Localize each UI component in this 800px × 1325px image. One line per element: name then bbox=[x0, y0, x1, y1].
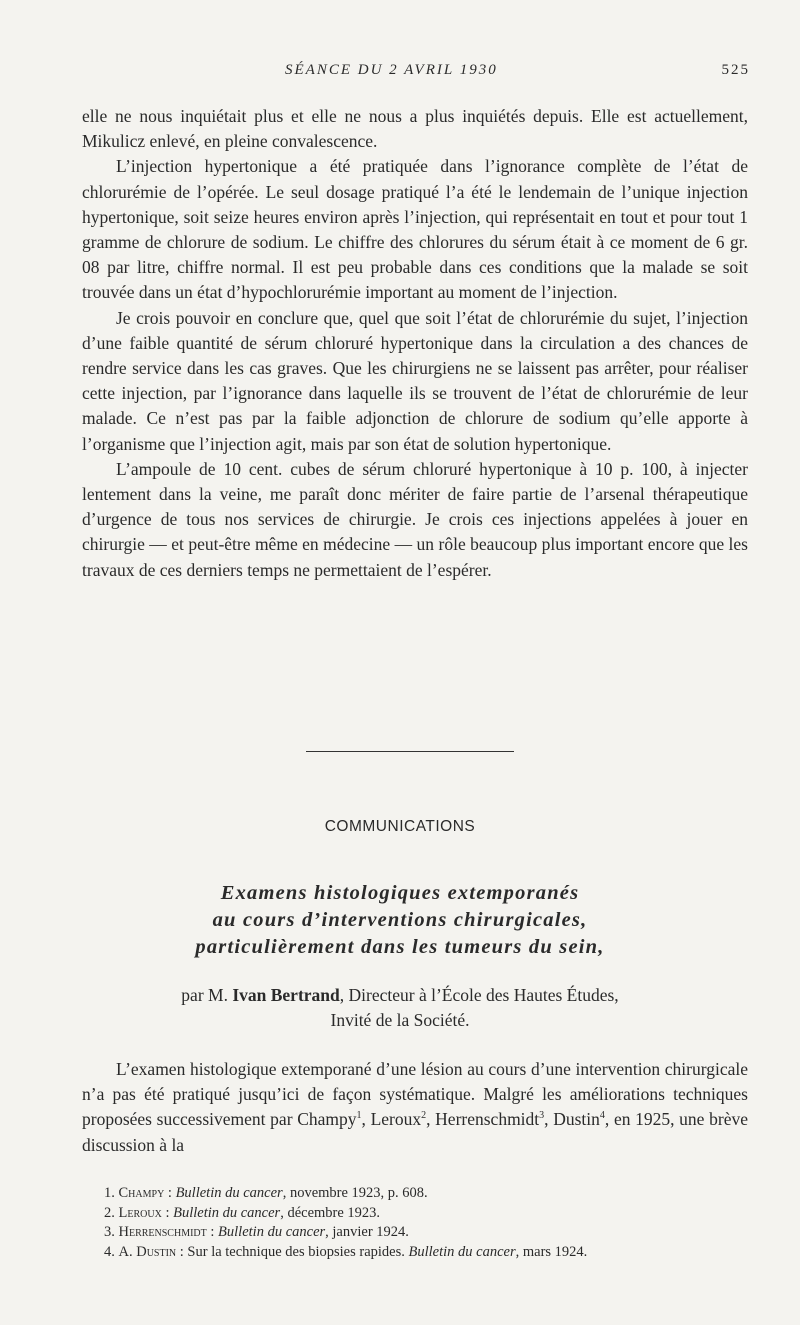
running-head bbox=[0, 62, 800, 84]
footnote-separator: : bbox=[164, 1185, 176, 1201]
footnote-details: , novembre 1923, p. 608. bbox=[282, 1185, 428, 1201]
footnote-number: 3. bbox=[104, 1224, 115, 1241]
intro-text: , en 1925, une brève discussion à la bbox=[82, 1109, 748, 1155]
footnote-author: A. Dustin bbox=[118, 1243, 177, 1260]
author-name: Ivan Bertrand bbox=[232, 985, 340, 1005]
footnote-journal: Bulletin du cancer bbox=[408, 1243, 516, 1260]
author-affiliation: , Directeur à l’École des Hautes Études, bbox=[339, 985, 619, 1005]
footnote-ref: 3 bbox=[539, 1110, 545, 1122]
footnote-author: Champy bbox=[118, 1185, 165, 1201]
footnote-separator: : bbox=[161, 1204, 174, 1221]
intro-text: , Leroux bbox=[361, 1109, 422, 1130]
byline-prefix: par M. bbox=[181, 985, 228, 1005]
footnote-journal: Bulletin du cancer bbox=[173, 1204, 281, 1221]
footnote bbox=[104, 1184, 754, 1204]
intro-text: , Dustin bbox=[544, 1109, 600, 1130]
article-title-line: au cours d’interventions chirurgicales, bbox=[212, 909, 588, 931]
byline-line-2: Invité de la Société. bbox=[330, 1010, 470, 1030]
byline bbox=[0, 983, 800, 1033]
footnote-ref: 2 bbox=[421, 1110, 427, 1122]
footnote-number: 1. bbox=[104, 1185, 115, 1201]
article-body bbox=[82, 1057, 748, 1158]
footnote-details: , mars 1924. bbox=[515, 1243, 588, 1260]
footnote-journal: Bulletin du cancer bbox=[175, 1185, 283, 1201]
paragraph: Je crois pouvoir en conclure que, quel que soit l’état de chlorurémie du sujet, l’injection d’une faible quantité de sérum chloruré hypertonique dans la circulation a des chances de rendre service dans les cas graves. Que les chirurgiens ne se laissent pas arrêter, pour réaliser cette injection, par l’ignorance dans laquelle ils se trouvent de l’état de chlorurémie de leur malade. Ce n’est pas par la faible adjonction de chlorure de sodium qu’elle apporte à l’organisme que l’injection agit, mais par son état de solution hypertonique. bbox=[82, 307, 748, 454]
byline-line-1 bbox=[0, 983, 800, 1008]
section-heading: COMMUNICATIONS bbox=[324, 818, 476, 835]
footnote-ref: 1 bbox=[356, 1110, 362, 1122]
footnote-details: , janvier 1924. bbox=[325, 1224, 409, 1241]
footnote-title: Sur la technique des biopsies rapides. bbox=[187, 1243, 409, 1260]
footnote-ref: 4 bbox=[599, 1110, 605, 1122]
page-number: 525 bbox=[721, 62, 750, 78]
paragraph: L’ampoule de 10 cent. cubes de sérum chloruré hypertonique à 10 p. 100, à injecter lentement dans la veine, me paraît donc mériter de faire partie de l’arsenal thérapeutique d’urgence de tous nos services de chirurgie. Je crois ces injections appelées à jouer en chirurgie — et peut-être même en médecine — un rôle beaucoup plus important encore que les travaux de ces derniers temps ne permettaient de l’espérer. bbox=[82, 458, 748, 580]
footnote-journal: Bulletin du cancer bbox=[218, 1224, 326, 1241]
running-head-title: SÉANCE DU 2 AVRIL 1930 bbox=[285, 62, 498, 78]
footnote bbox=[104, 1243, 754, 1263]
footnote-details: , décembre 1923. bbox=[280, 1204, 381, 1221]
footnote-number: 2. bbox=[104, 1204, 115, 1221]
intro-text: , Herrenschmidt bbox=[426, 1109, 540, 1130]
footnotes bbox=[104, 1184, 754, 1262]
footnote-separator: : bbox=[176, 1243, 188, 1260]
continued-text bbox=[82, 104, 748, 583]
intro-text: L’examen histologique extemporané d’une lésion au cours d’une intervention chirurgicale n’a pas été pratiqué jusqu’ici de façon systématique. Malgré les améliorations techniques proposées successivement par Champy bbox=[82, 1059, 748, 1130]
footnote bbox=[104, 1204, 754, 1224]
paragraph: elle ne nous inquiétait plus et elle ne nous a plus inquiétés depuis. Elle est actuellement, Mikulicz enlevé, en pleine convalescence. bbox=[82, 106, 748, 152]
footnote-number: 4. bbox=[104, 1243, 115, 1260]
footnote bbox=[104, 1223, 754, 1243]
footnote-separator: : bbox=[206, 1224, 219, 1241]
footnote-author: Herrenschmidt bbox=[118, 1224, 207, 1241]
section-divider bbox=[306, 751, 514, 752]
paragraph bbox=[82, 1057, 748, 1158]
article-title-line: Examens histologiques extemporanés bbox=[220, 882, 580, 904]
article-title-line: particulièrement dans les tumeurs du sein, bbox=[195, 936, 605, 958]
footnote-author: Leroux bbox=[118, 1204, 162, 1221]
paragraph: L’injection hypertonique a été pratiquée dans l’ignorance complète de l’état de chlorurémie de l’opérée. Le seul dosage pratiqué l’a été le lendemain de l’unique injection hypertonique, soit seize heures environ après l’injection, qui représentait en tout et pour tout 1 gramme de chlorure de sodium. Le chiffre des chlorures du sérum était à ce moment de 6 gr. 08 par litre, chiffre normal. Il est peu probable dans ces conditions que la malade se soit trouvée dans un état d’hypochlorurémie important au moment de l’injection. bbox=[82, 156, 748, 303]
article-title bbox=[0, 880, 800, 961]
